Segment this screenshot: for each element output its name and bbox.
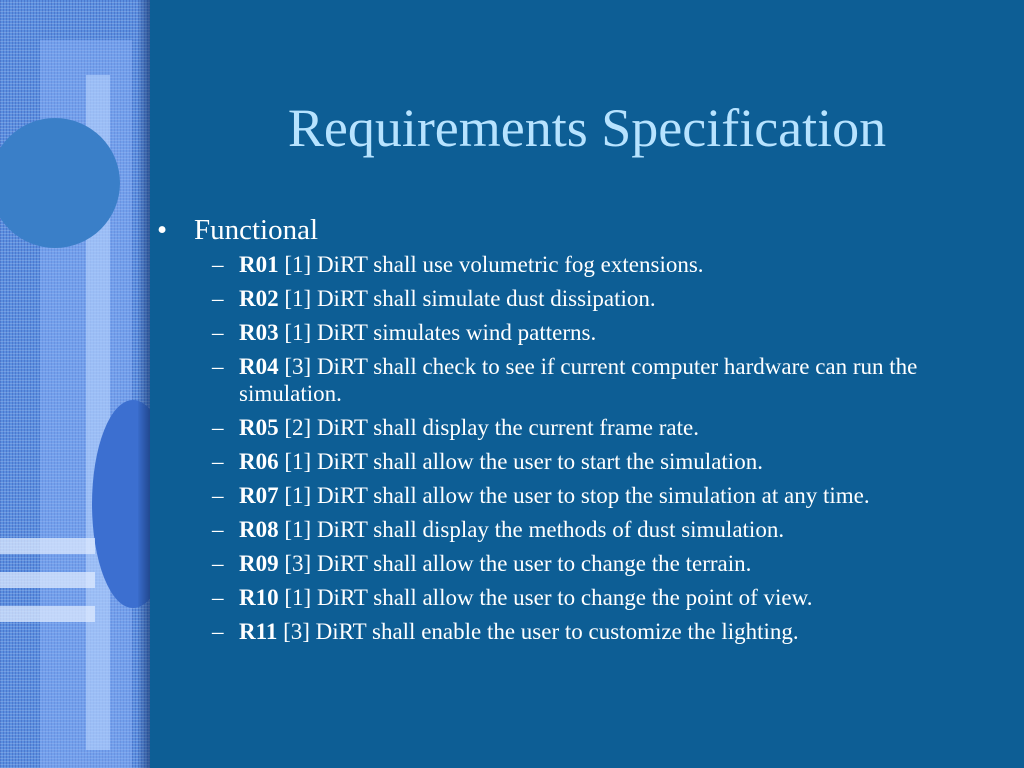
requirement-id: R05	[239, 415, 279, 440]
requirement-item	[150, 550, 1010, 577]
dash-icon: –	[212, 415, 224, 440]
requirement-item	[150, 584, 1010, 611]
requirement-item	[150, 414, 1010, 441]
dash-icon: –	[212, 551, 224, 576]
requirement-id: R06	[239, 449, 279, 474]
sidebar-bar	[0, 606, 95, 622]
requirement-id: R04	[239, 354, 279, 379]
dash-icon: –	[212, 483, 224, 508]
requirement-item	[150, 516, 1010, 543]
requirement-text: [1] DiRT simulates wind patterns.	[278, 320, 597, 345]
requirement-id: R01	[239, 252, 279, 277]
dash-icon: –	[212, 354, 224, 379]
dash-icon: –	[212, 252, 224, 277]
requirement-item	[150, 285, 1010, 312]
requirement-item	[150, 448, 1010, 475]
sidebar-bar	[0, 572, 95, 588]
dash-icon: –	[212, 585, 224, 610]
requirements-list	[150, 251, 1010, 645]
dash-icon: –	[212, 286, 224, 311]
requirement-id: R10	[239, 585, 279, 610]
requirement-text: [1] DiRT shall display the methods of dust simulation.	[278, 517, 785, 542]
requirement-item	[150, 353, 1010, 407]
bullet-icon: •	[157, 214, 168, 246]
requirement-id: R03	[239, 320, 279, 345]
sidebar-bar	[0, 538, 95, 554]
sidebar-edge-shadow	[138, 0, 150, 768]
requirement-item	[150, 251, 1010, 278]
requirement-item	[150, 618, 1010, 645]
dash-icon: –	[212, 517, 224, 542]
requirement-id: R09	[239, 551, 279, 576]
requirement-text: [1] DiRT shall simulate dust dissipation.	[278, 286, 656, 311]
bullet-label: Functional	[194, 214, 319, 246]
dash-icon: –	[212, 449, 224, 474]
bullet-functional	[150, 213, 1010, 247]
dash-icon: –	[212, 320, 224, 345]
requirement-text: [3] DiRT shall enable the user to customize the lighting.	[277, 619, 799, 644]
requirement-text: [1] DiRT shall use volumetric fog extensions.	[278, 252, 704, 277]
requirement-text: [1] DiRT shall allow the user to stop the simulation at any time.	[278, 483, 870, 508]
requirement-text: [1] DiRT shall allow the user to change the point of view.	[278, 585, 813, 610]
requirement-id: R07	[239, 483, 279, 508]
requirement-text: [3] DiRT shall allow the user to change the terrain.	[278, 551, 752, 576]
dash-icon: –	[212, 619, 224, 644]
decorative-sidebar	[0, 0, 150, 768]
slide-content	[150, 213, 1010, 652]
requirement-id: R02	[239, 286, 279, 311]
requirement-item	[150, 319, 1010, 346]
requirement-id: R08	[239, 517, 279, 542]
requirement-text: [3] DiRT shall check to see if current computer hardware can run the simulation.	[239, 354, 918, 406]
requirement-text: [2] DiRT shall display the current frame rate.	[278, 415, 699, 440]
requirement-text: [1] DiRT shall allow the user to start the simulation.	[278, 449, 763, 474]
requirement-id: R11	[239, 619, 278, 644]
slide-title: Requirements Specification	[287, 98, 887, 158]
requirement-item	[150, 482, 1010, 509]
